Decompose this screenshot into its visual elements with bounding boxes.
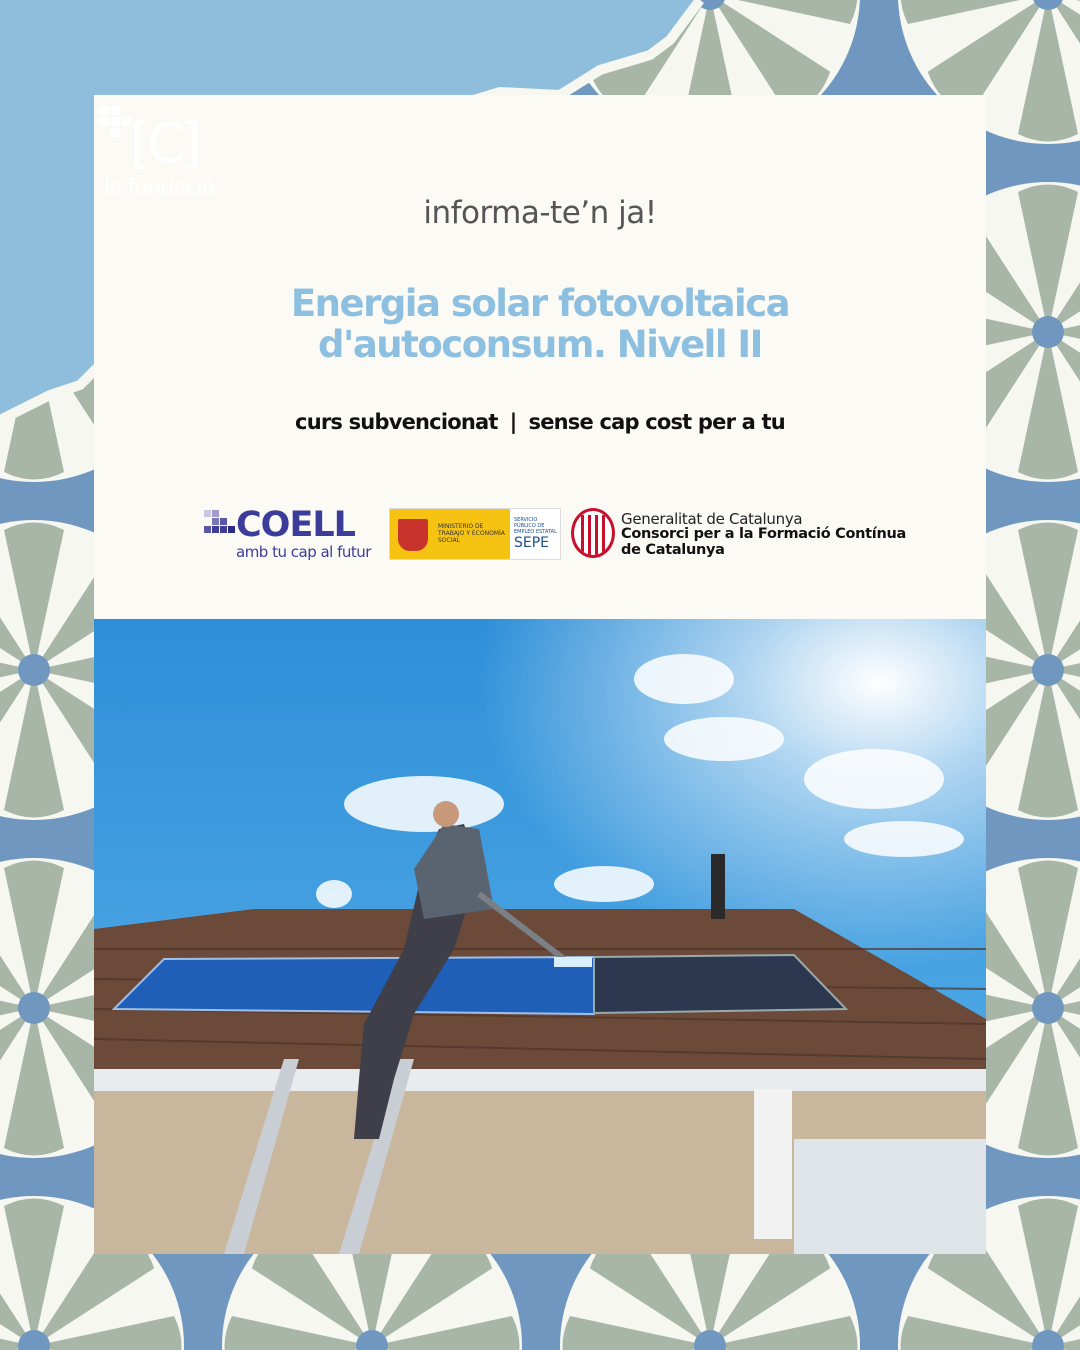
generalitat-line2: Consorci per a la Formació Contínua [621,526,906,542]
subtitle-left: curs subvencionat [295,410,498,434]
ministerio-text: MINISTERIO DE TRABAJO Y ECONOMÍA SOCIAL [438,523,505,544]
coell-logo [200,505,375,565]
partner-logos [200,505,920,565]
solar-panel-cleaning-photo [94,619,986,1254]
la-fundacio-logo [98,104,218,204]
coell-tagline: amb tu cap al futur [236,543,371,561]
logo-name: la fundació [104,176,215,201]
generalitat-line3: de Catalunya [621,542,725,558]
coell-name: COELL [236,505,355,545]
tagline: informa-te’n ja! [423,195,657,231]
subtitle-separator: | [509,410,517,434]
logo-mark: [C] [130,112,198,175]
generalitat-logo [571,508,921,558]
course-title-line2: d'autoconsum. Nivell II [318,323,762,366]
generalitat-line1: Generalitat de Catalunya [621,510,803,528]
course-title [0,283,1080,365]
subtitle-right: sense cap cost per a tu [528,410,785,434]
sepe-text: SEPE [514,535,550,551]
course-subtitle [0,410,1080,434]
ministerio-sepe-logo [389,508,561,560]
course-title-line1: Energia solar fotovoltaica [290,282,790,325]
spain-coat-of-arms-icon [398,519,428,551]
generalitat-emblem-icon [571,508,615,558]
sepe-small-text: SERVICIO PÚBLICO DE EMPLEO ESTATAL [514,517,557,535]
